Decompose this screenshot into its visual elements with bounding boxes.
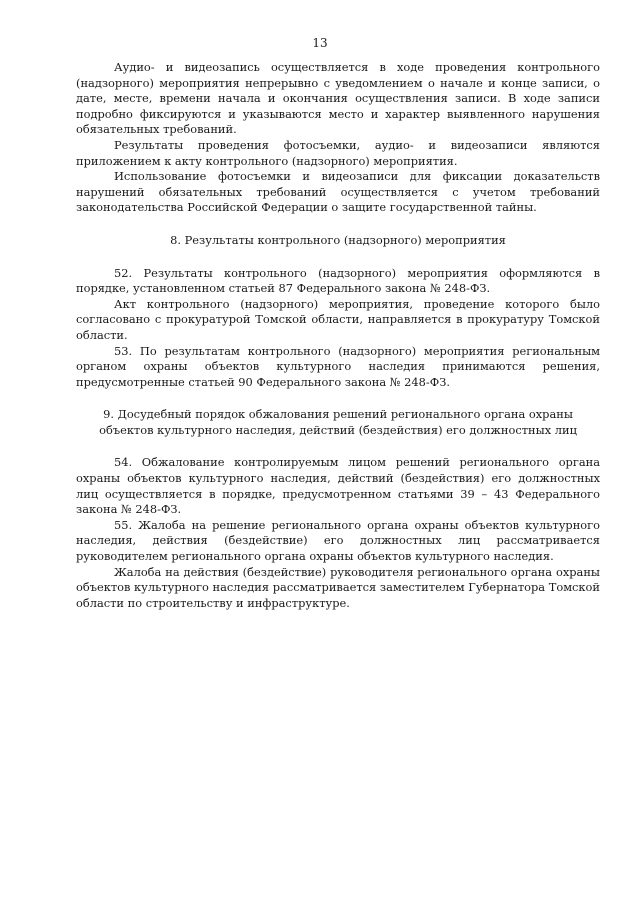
paragraph-55: 55. Жалоба на решение регионального органа охраны объектов культурного наследия, действия (бездействие) его должностных лиц рассматривается руководителем регионального органа охраны объектов культурного наследия. (76, 517, 600, 564)
paragraph-52: 52. Результаты контрольного (надзорного) мероприятия оформляются в порядке, установленном статьей 87 Федерального закона № 248-ФЗ. (76, 265, 600, 296)
document-body (76, 60, 600, 611)
section-9-heading-line-2: объектов культурного наследия, действий (бездействия) его должностных лиц (99, 422, 577, 437)
section-9-heading (76, 407, 600, 438)
section-9-heading-line-1: 9. Досудебный порядок обжалования решений регионального органа охраны (103, 407, 573, 422)
page-number: 13 (312, 36, 328, 50)
paragraph-54: 54. Обжалование контролируемым лицом решений регионального органа охраны объектов культурного наследия, действий (бездействия) его должностных лиц осуществляется в порядке, предусмотренном статьями 39 – 43 Федерального закона № 248-ФЗ. (76, 455, 600, 517)
paragraph-act-prosecutor: Акт контрольного (надзорного) мероприятия, проведение которого было согласовано с прокуратурой Томской области, направляется в прокуратуру Томской области. (76, 296, 600, 342)
paragraph-53: 53. По результатам контрольного (надзорного) мероприятия региональным органом охраны объектов культурного наследия принимаются решения, предусмотренные статьей 90 Федерального закона № 248-ФЗ. (76, 343, 600, 389)
paragraph-complaint-head: Жалоба на действия (бездействие) руководителя регионального органа охраны объектов культурного наследия рассматривается заместителем Губернатора Томской области по строительству и инфраструктуре. (76, 564, 600, 610)
paragraph-recording-results: Результаты проведения фотосъемки, аудио- и видеозаписи являются приложением к акту контрольного (надзорного) мероприятия. (76, 137, 600, 168)
paragraph-state-secret: Использование фотосъемки и видеозаписи для фиксации доказательств нарушений обязательных требований осуществляется с учетом требований законодательства Российской Федерации о защите государственной тайны. (76, 169, 600, 215)
section-8-heading: 8. Результаты контрольного (надзорного) мероприятия (170, 232, 506, 247)
paragraph-audio-video-recording: Аудио- и видеозапись осуществляется в ходе проведения контрольного (надзорного) мероприятия непрерывно с уведомлением о начале и конце записи, о дате, месте, времени начала и окончания осуществления записи. В ходе записи подробно фиксируются и указываются место и характер выявленного нарушения обязательных требований. (76, 60, 600, 137)
